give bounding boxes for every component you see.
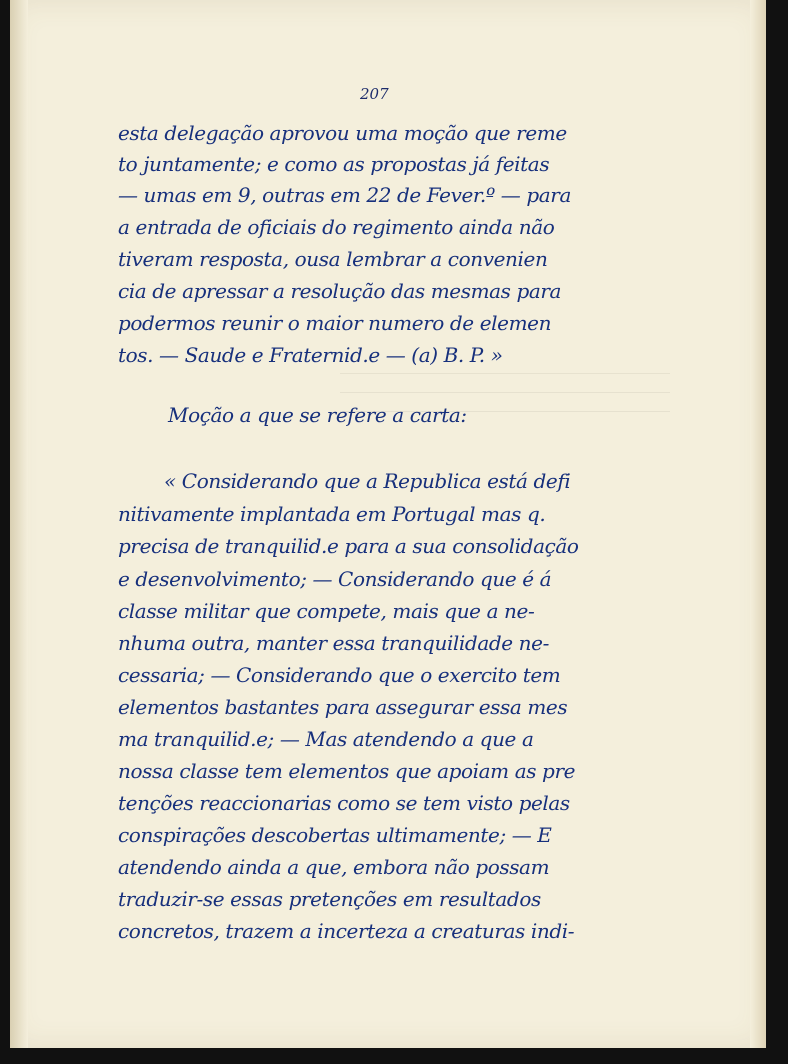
manuscript-line: a entrada de oficiais do regimento ainda não [118,215,555,239]
manuscript-line: nitivamente implantada em Portugal mas q. [118,502,546,526]
manuscript-line: atendendo ainda a que, embora não possam [118,855,550,879]
motion-heading: Moção a que se refere a carta: [168,403,467,427]
manuscript-line: tiveram resposta, ousa lembrar a convenien [118,247,548,271]
manuscript-line: conspirações descobertas ultimamente; — E [118,823,552,847]
page-left-edge [10,0,28,1048]
manuscript-line: nhuma outra, manter essa tranquilidade ne- [118,631,549,655]
manuscript-page [10,0,766,1048]
manuscript-line: tos. — Saude e Fraternid.e — (a) B. P. » [118,343,503,367]
manuscript-line: tenções reaccionarias como se tem visto pelas [118,791,570,815]
manuscript-line: « Considerando que a Republica está defi [164,469,571,493]
manuscript-line: podermos reunir o maior numero de elemen [118,311,552,335]
manuscript-line: nossa classe tem elementos que apoiam as pre [118,759,576,783]
manuscript-line: esta delegação aprovou uma moção que reme [118,121,567,145]
manuscript-line: to juntamente; e como as propostas já feitas [118,152,550,176]
manuscript-line: e desenvolvimento; — Considerando que é á [118,567,552,591]
manuscript-line: precisa de tranquilid.e para a sua consolidação [118,534,579,558]
manuscript-line: classe militar que compete, mais que a ne- [118,599,535,623]
manuscript-line: concretos, trazem a incerteza a creaturas indi- [118,919,575,943]
manuscript-line: elementos bastantes para assegurar essa mes [118,695,568,719]
manuscript-line: cia de apressar a resolução das mesmas para [118,279,562,303]
manuscript-line: traduzir-se essas pretenções em resultados [118,887,541,911]
manuscript-line: cessaria; — Considerando que o exercito tem [118,663,561,687]
page-right-edge [750,0,766,1048]
page-number: 207 [360,85,389,103]
manuscript-line: ma tranquilid.e; — Mas atendendo a que a [118,727,534,751]
manuscript-line: — umas em 9, outras em 22 de Fever.º — para [118,183,571,207]
